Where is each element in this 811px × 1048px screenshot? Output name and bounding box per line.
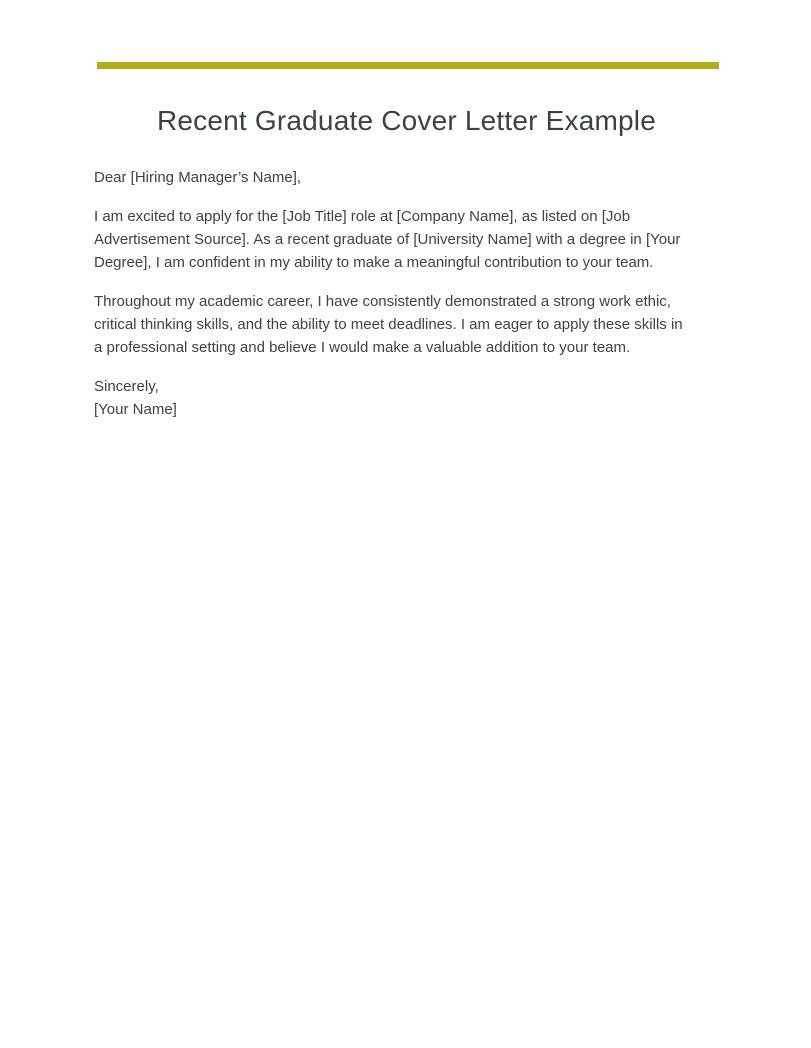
letter-content (94, 105, 719, 421)
accent-divider (97, 62, 719, 69)
letter-closing: Sincerely, (94, 378, 159, 395)
page-title: Recent Graduate Cover Letter Example (156, 105, 656, 136)
letter-paragraph: Throughout my academic career, I have consistently demonstrated a strong work ethic, critical thinking skills, and the ability to meet deadlines. I am eager to apply these skills in a professional setting and believe I would make a valuable addition to your team. (94, 293, 683, 356)
letter-paragraph: I am excited to apply for the [Job Title] role at [Company Name], as listed on [Job Advertisement Source]. As a recent graduate of [University Name] with a degree in [Your Degree], I am confident in my ability to make a meaningful contribution to your team. (94, 208, 681, 271)
letter-salutation: Dear [Hiring Manager’s Name], (94, 169, 302, 186)
letter-closing-block (94, 375, 691, 421)
letter-signature: [Your Name] (94, 401, 177, 418)
letter-body (94, 166, 691, 421)
